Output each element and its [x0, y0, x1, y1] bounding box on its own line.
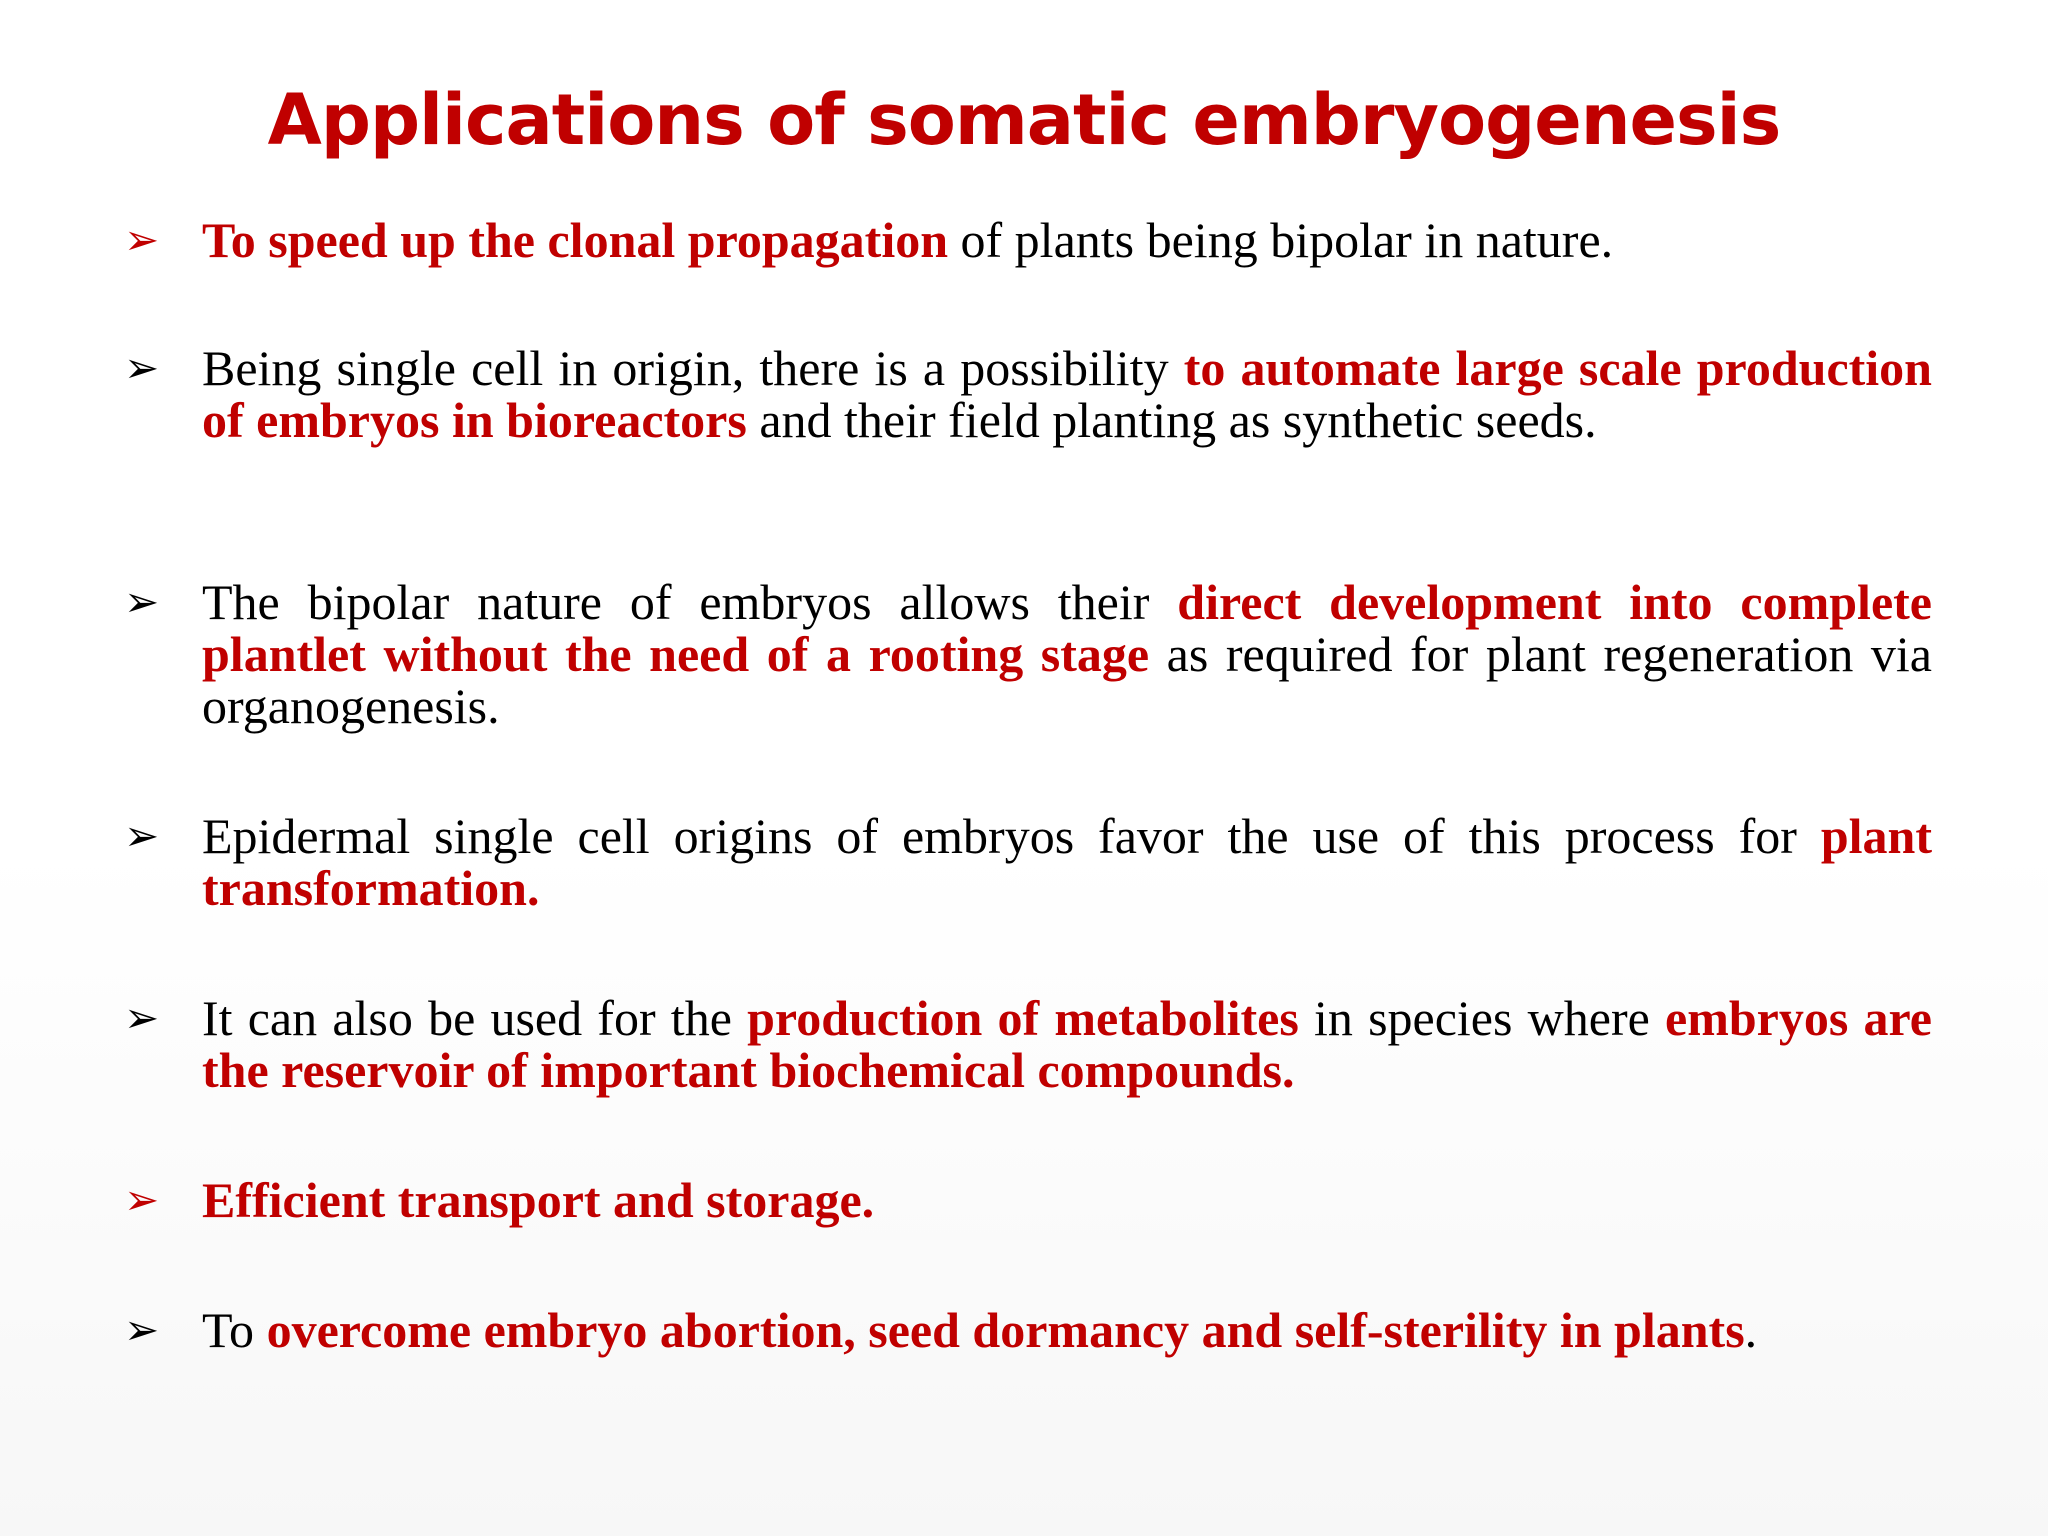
bullet-text	[202, 214, 1932, 266]
bullet-plain: and their field planting as synthetic seeds.	[746, 392, 1597, 448]
arrowhead-bullet-icon: ➢	[124, 577, 160, 626]
bullet-emphasis: Efficient transport and storage.	[202, 1172, 875, 1228]
bullet-item	[124, 810, 1932, 914]
slide-title: Applications of somatic embryogenesis	[267, 79, 1781, 161]
bullet-text	[202, 1304, 1932, 1356]
arrowhead-bullet-icon: ➢	[124, 1175, 160, 1224]
bullet-plain: in species where	[1298, 990, 1665, 1046]
bullet-plain: It can also be used for the	[202, 990, 748, 1046]
bullet-item	[124, 214, 1932, 266]
bullet-item	[124, 1304, 1932, 1356]
bullet-text	[202, 992, 1932, 1096]
bullet-emphasis: direct development into complete plantlet without the need of a rooting stage	[202, 574, 1932, 682]
bullet-emphasis: overcome embryo abortion, seed dormancy and self-sterility in plants	[266, 1302, 1745, 1358]
bullet-plain: as required for plant regeneration via organogenesis.	[202, 626, 1932, 734]
arrowhead-bullet-icon: ➢	[124, 993, 160, 1042]
bullet-plain: Epidermal single cell origins of embryos favor the use of this process for	[202, 808, 1821, 864]
bullet-text	[202, 576, 1932, 732]
bullet-emphasis: To speed up the clonal propagation	[202, 212, 949, 268]
bullet-emphasis: embryos are the reservoir of important biochemical compounds.	[202, 990, 1932, 1098]
bullet-text	[202, 810, 1932, 914]
bullet-text	[202, 342, 1932, 446]
bullet-emphasis: production of metabolites	[747, 990, 1299, 1046]
bullet-plain: of plants being bipolar in nature.	[948, 212, 1614, 268]
arrowhead-bullet-icon: ➢	[124, 215, 160, 264]
arrowhead-bullet-icon: ➢	[124, 811, 160, 860]
bullet-emphasis: to automate large scale production of embryos in bioreactors	[202, 340, 1932, 448]
bullet-item	[124, 992, 1932, 1096]
bullet-item	[124, 576, 1932, 732]
bullet-plain: To	[202, 1302, 267, 1358]
bullet-plain: Being single cell in origin, there is a possibility	[202, 340, 1184, 396]
bullet-item	[124, 1174, 1932, 1226]
bullet-emphasis: plant transformation.	[202, 808, 1932, 916]
bullet-plain: .	[1744, 1302, 1758, 1358]
bullet-item	[124, 342, 1932, 446]
bullet-plain: The bipolar nature of embryos allows their	[202, 574, 1178, 630]
arrowhead-bullet-icon: ➢	[124, 1305, 160, 1354]
bullet-text	[202, 1174, 1932, 1226]
arrowhead-bullet-icon: ➢	[124, 343, 160, 392]
